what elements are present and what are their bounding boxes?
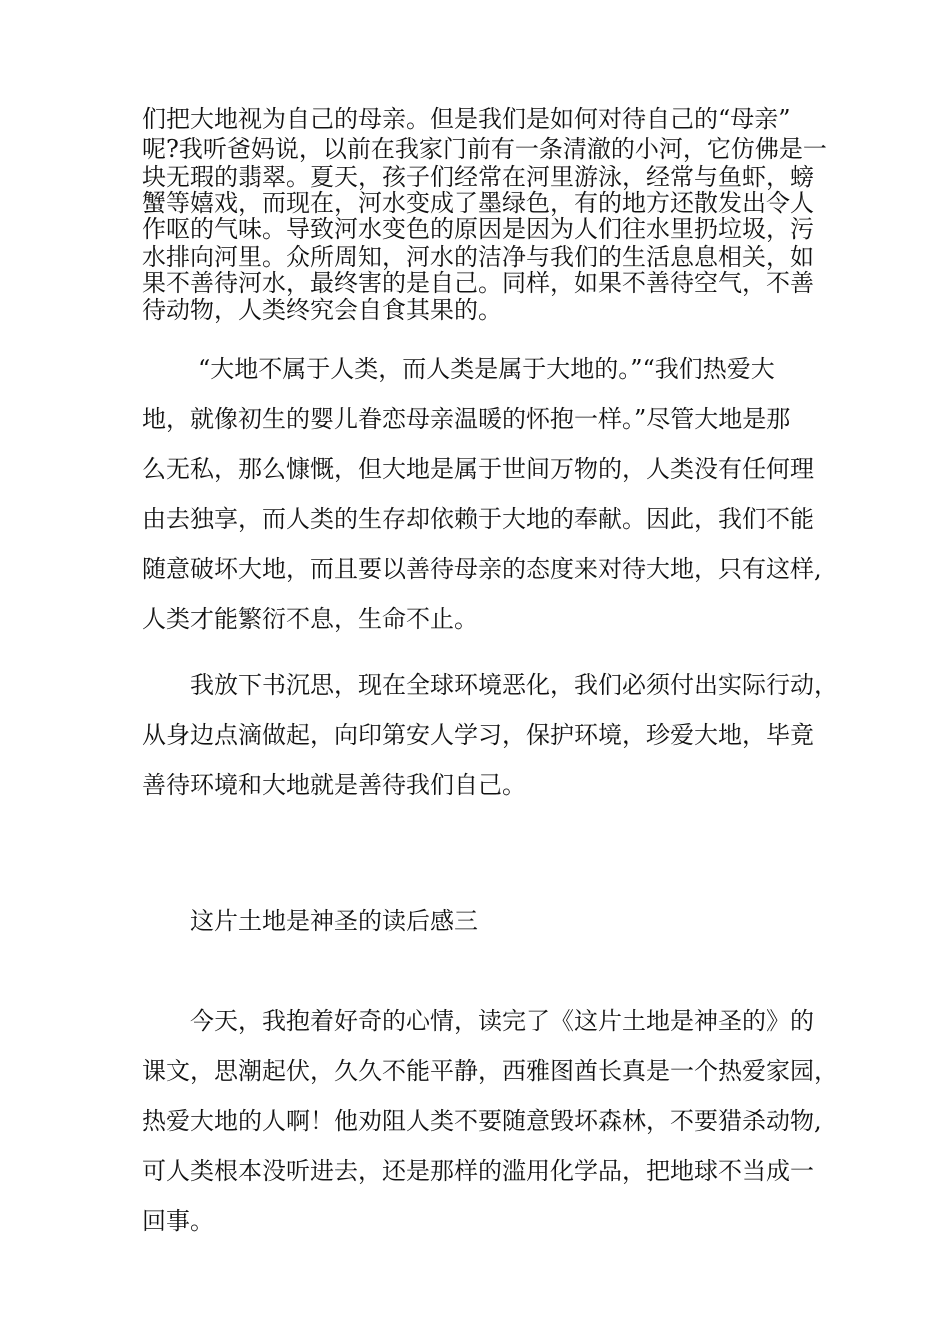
paragraph-2-line-5: 随意破坏大地，而且要以善待母亲的态度来对待大地，只有这样, [142,555,822,583]
paragraph-2-line-4: 由去独享，而人类的生存却依赖于大地的奉献。因此，我们不能 [142,505,814,533]
paragraph-2-line-2: 地，就像初生的婴儿眷恋母亲温暖的怀抱一样。”尽管大地是那 [142,405,791,433]
paragraph-2-line-1: “大地不属于人类，而人类是属于大地的。”“我们热爱大 [198,355,775,383]
paragraph-2-line-3: 么无私，那么慷慨，但大地是属于世间万物的，人类没有任何理 [142,455,814,483]
paragraph-1-line-8: 待动物，人类终究会自食其果的。 [142,296,502,324]
paragraph-4-line-2: 课文，思潮起伏，久久不能平静，西雅图酋长真是一个热爱家园， [142,1057,838,1085]
paragraph-1-line-5: 作呕的气味。导致河水变色的原因是因为人们往水里扔垃圾，污 [142,215,814,243]
paragraph-2-line-6: 人类才能繁衍不息，生命不止。 [142,605,478,633]
paragraph-1-line-6: 水排向河里。众所周知，河水的洁净与我们的生活息息相关，如 [142,243,814,271]
section-heading: 这片土地是神圣的读后感三 [190,907,478,935]
paragraph-4-line-4: 可人类根本没听进去，还是那样的滥用化学品，把地球不当成一 [142,1157,814,1185]
paragraph-1-line-4: 蟹等嬉戏，而现在，河水变成了墨绿色，有的地方还散发出令人 [142,189,814,217]
paragraph-3-line-2: 从身边点滴做起，向印第安人学习，保护环境，珍爱大地，毕竟 [142,721,814,749]
paragraph-1-line-7: 果不善待河水，最终害的是自己。同样，如果不善待空气，不善 [142,269,814,297]
paragraph-4-line-3: 热爱大地的人啊！他劝阻人类不要随意毁坏森林，不要猎杀动物, [142,1107,822,1135]
paragraph-4-line-1: 今天，我抱着好奇的心情，读完了《这片土地是神圣的》的 [190,1007,814,1035]
paragraph-4-line-5: 回事。 [142,1207,214,1235]
paragraph-1-line-3: 块无瑕的翡翠。夏天，孩子们经常在河里游泳，经常与鱼虾，螃 [142,163,814,191]
paragraph-3-line-1: 我放下书沉思，现在全球环境恶化，我们必须付出实际行动， [190,671,838,699]
paragraph-3-line-3: 善待环境和大地就是善待我们自己。 [142,771,526,799]
paragraph-1-line-2: 呢?我听爸妈说，以前在我家门前有一条清澈的小河，它仿佛是一 [142,135,827,163]
paragraph-1-line-1: 们把大地视为自己的母亲。但是我们是如何对待自己的“母亲” [142,105,791,133]
